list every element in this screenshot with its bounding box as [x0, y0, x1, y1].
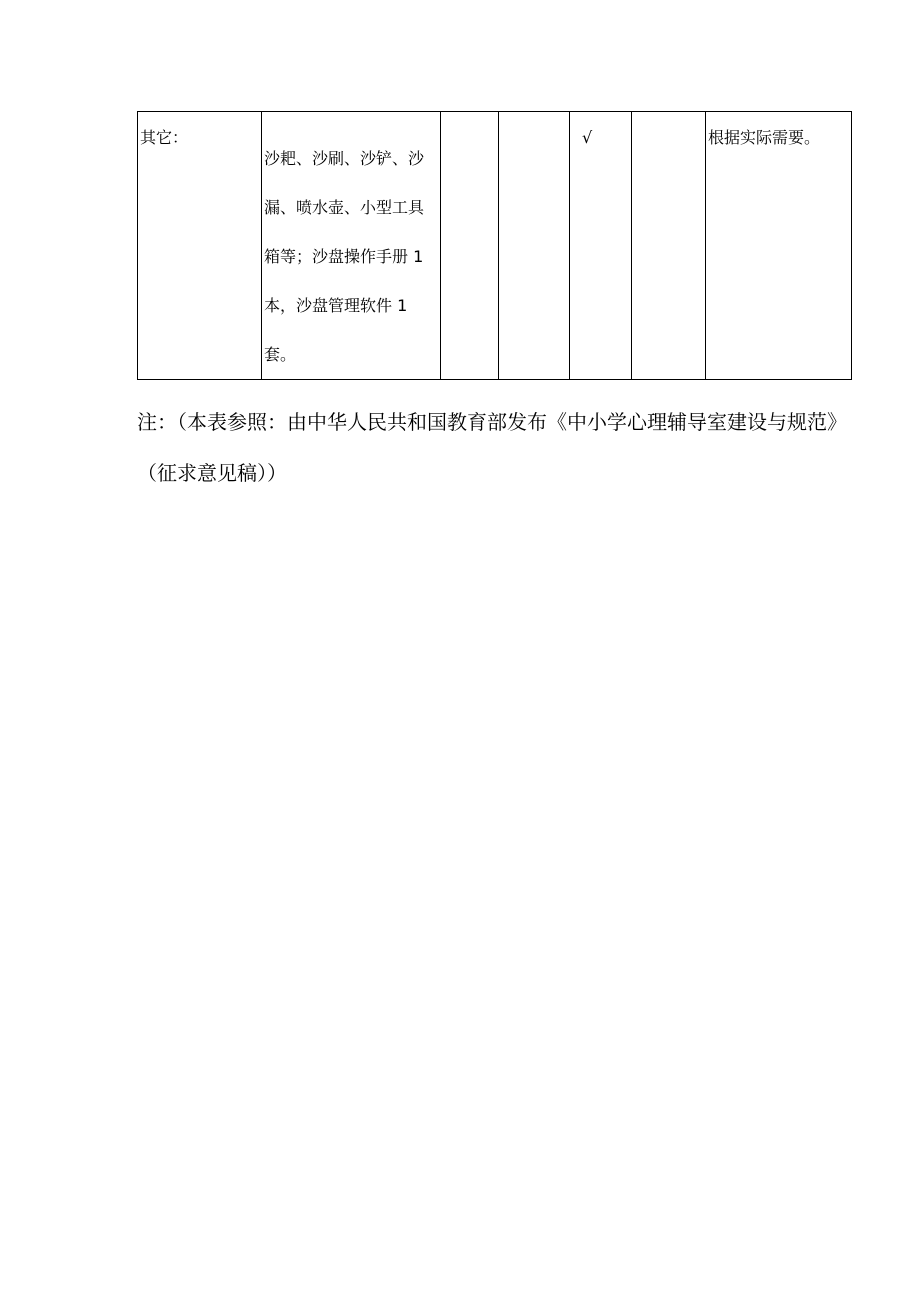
category-cell	[138, 112, 262, 380]
remark-text: 根据实际需要。	[708, 128, 821, 147]
empty-cell-3	[441, 112, 499, 380]
empty-cell-6	[632, 112, 706, 380]
table-row	[138, 112, 852, 380]
check-cell	[570, 112, 632, 380]
footnote: 注：（本表参照：由中华人民共和国教育部发布《中小学心理辅导室建设与规范》（征求意见稿））	[137, 410, 837, 485]
equipment-table	[137, 111, 852, 380]
items-description: 沙耙、沙刷、沙铲、沙漏、喷水壶、小型工具箱等；沙盘操作手册 1 本，沙盘管理软件 1 套。	[264, 149, 425, 364]
category-label: 其它：	[140, 128, 189, 147]
empty-cell-4	[499, 112, 570, 380]
remark-cell	[706, 112, 852, 380]
items-cell	[262, 112, 441, 380]
check-mark: √	[582, 128, 593, 147]
